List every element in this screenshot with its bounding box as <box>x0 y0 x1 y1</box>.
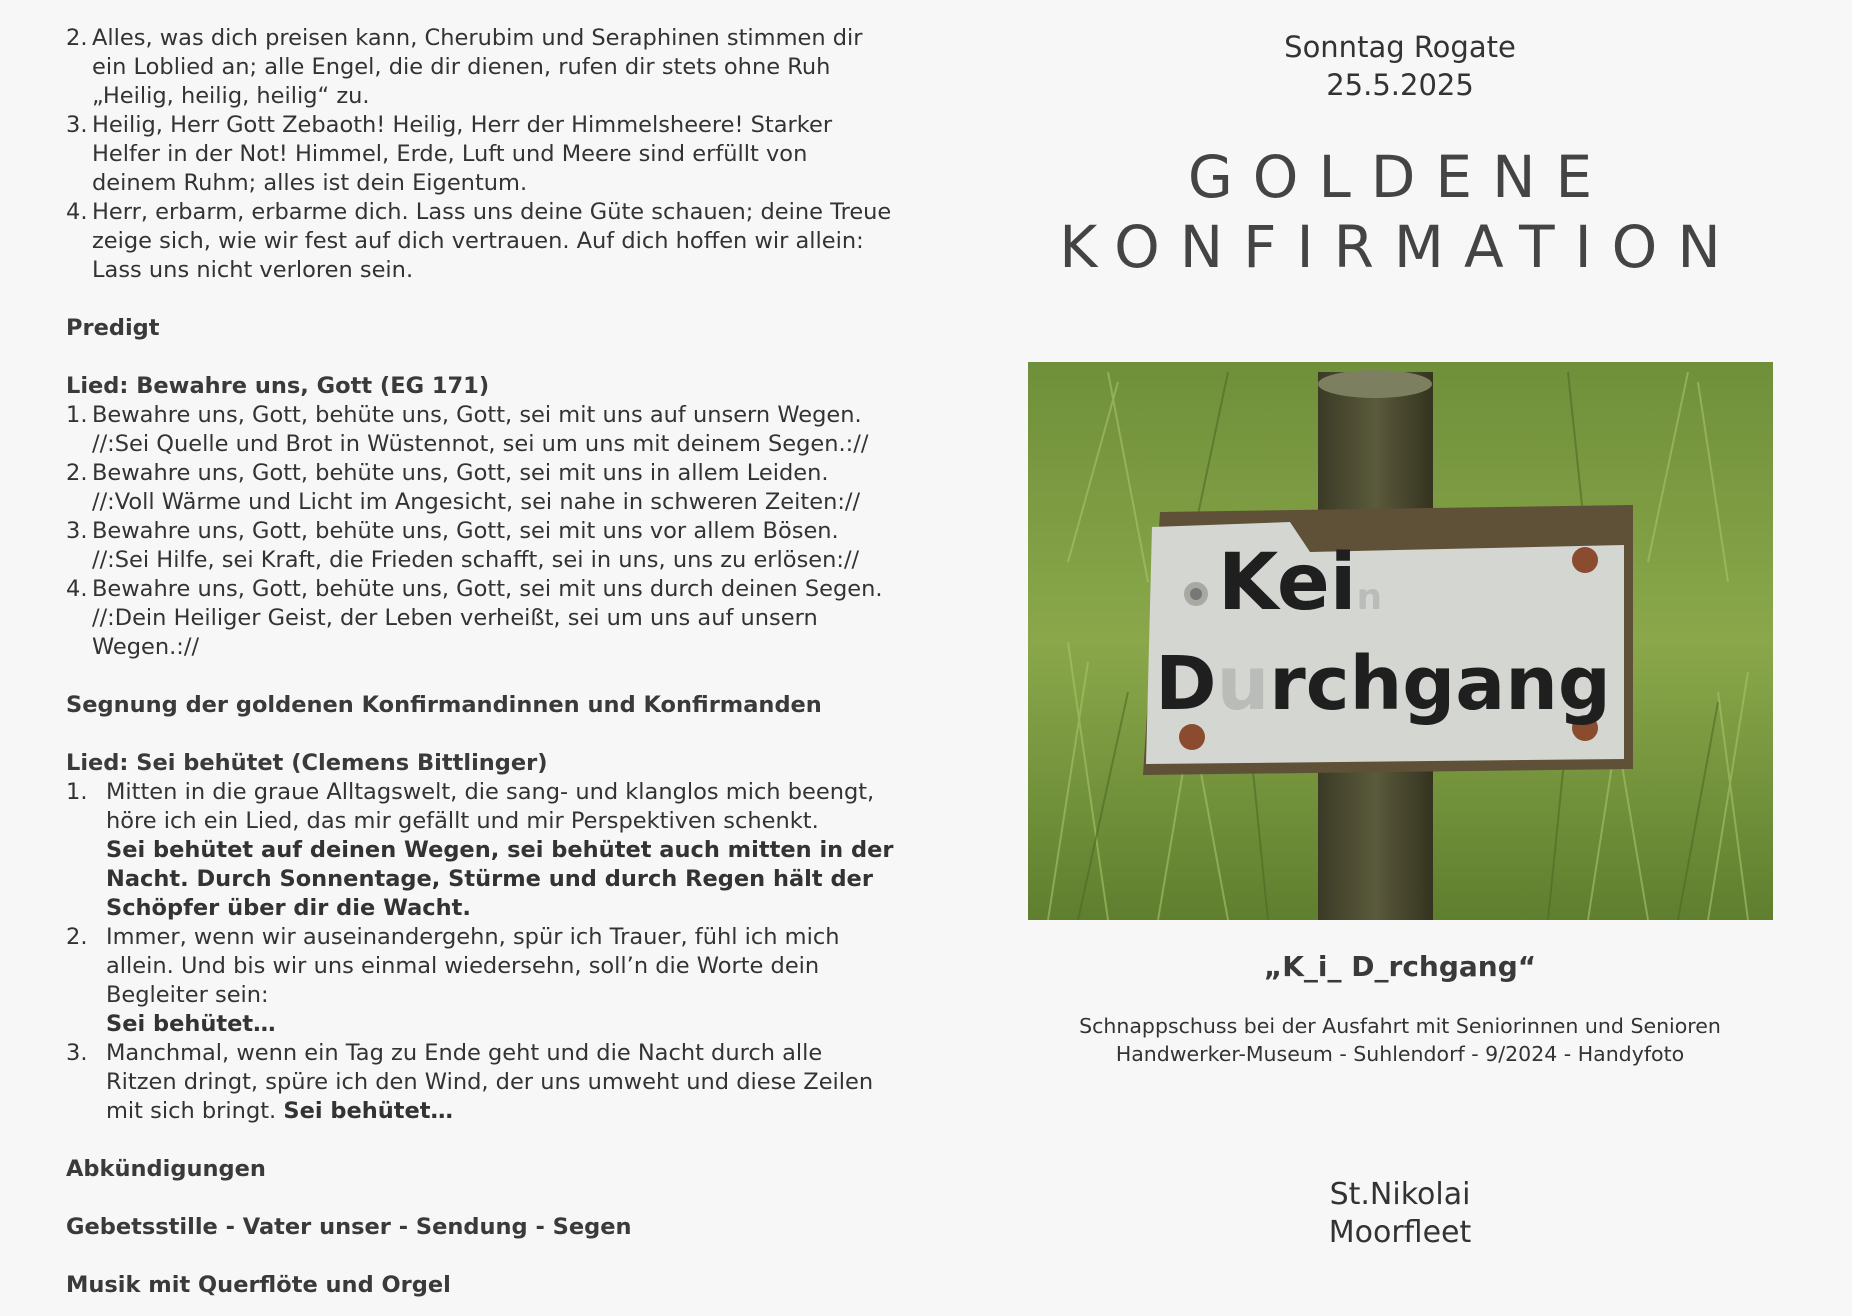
list-item: 2. Bewahre uns, Gott, behüte uns, Gott, sei mit uns in allem Leiden. //:Voll Wärme und Licht im Angesicht, sei nahe in schweren Zeiten:// <box>66 460 861 515</box>
segnung-heading: Segnung der goldenen Konfirmandinnen und Konfirmanden <box>66 692 822 718</box>
abkuendigungen-heading: Abkündigungen <box>66 1156 266 1182</box>
refrain: Sei behütet auf deinen Wegen, sei behütet auch mitten in der Nacht. Durch Sonnentage, Stürme und durch Regen hält der Schöpfer über dir die Wacht. <box>106 837 894 921</box>
sign-photo <box>1028 362 1773 920</box>
hymn1-verses <box>66 24 896 285</box>
page-title: GOLDENE KONFIRMATION <box>1059 143 1741 281</box>
refrain: Sei behütet… <box>106 1011 276 1037</box>
hymn3-verses <box>66 778 896 1126</box>
refrain: Sei behütet… <box>283 1098 454 1124</box>
service-date <box>1010 28 1790 104</box>
predigt-heading: Predigt <box>66 315 160 341</box>
list-item: 4. Herr, erbarm, erbarme dich. Lass uns deine Güte schauen; deine Treue zeige sich, wie wir fest auf dich vertrauen. Auf dich hoffen wir allein: Lass uns nicht verloren sein. <box>66 199 892 283</box>
list-item: 1. Mitten in die graue Alltagswelt, die sang- und klanglos mich beengt, höre ich ein Lied, das mir gefällt und mir Perspektiven schenkt. Sei behütet auf deinen Wegen, sei behütet auch mitten in der Nacht. Durch Sonnentage, Stürme und durch Regen hält der Schöpfer über dir die Wacht. <box>66 779 894 921</box>
hymn3-title: Lied: Sei behütet (Clemens Bittlinger) <box>66 750 548 776</box>
musik-heading: Musik mit Querflöte und Orgel <box>66 1272 451 1298</box>
hymn2-verses <box>66 401 896 662</box>
list-item: 2. Alles, was dich preisen kann, Cherubim und Seraphinen stimmen dir ein Loblied an; alle Engel, die dir dienen, rufen dir stets ohne Ruh „Heilig, heilig, heilig“ zu. <box>66 25 863 109</box>
sign-text-line1: Kein <box>1217 538 1383 628</box>
sunday-name: Sonntag Rogate <box>1284 30 1516 64</box>
list-item: 3. Bewahre uns, Gott, behüte uns, Gott, sei mit uns vor allem Bösen. //:Sei Hilfe, sei Kraft, die Frieden schafft, sei in uns, uns zu erlösen:// <box>66 518 860 573</box>
list-item: 3. Heilig, Herr Gott Zebaoth! Heilig, Herr der Himmelsheere! Starker Helfer in der Not! Himmel, Erde, Luft und Meere sind erfüllt von deinem Ruhm; alles ist dein Eigentum. <box>66 112 833 196</box>
date: 25.5.2025 <box>1326 68 1474 102</box>
list-item: 4. Bewahre uns, Gott, behüte uns, Gott, sei mit uns durch deinen Segen. //:Dein Heiliger Geist, der Leben verheißt, sei um uns auf unsern Wegen.:// <box>66 576 883 660</box>
hymn2-title: Lied: Bewahre uns, Gott (EG 171) <box>66 373 490 399</box>
list-item: 3. Manchmal, wenn ein Tag zu Ende geht und die Nacht durch alle Ritzen dringt, spüre ich den Wind, der uns umweht und diese Zeilen mit sich bringt. Sei behütet… <box>66 1040 874 1124</box>
photo-credit: Schnappschuss bei der Ausfahrt mit Seniorinnen und Senioren Handwerker-Museum - Suhlendorf - 9/2024 - Handyfoto <box>1079 1014 1721 1066</box>
gebet-heading: Gebetsstille - Vater unser - Sendung - Segen <box>66 1214 632 1240</box>
list-item: 1. Bewahre uns, Gott, behüte uns, Gott, sei mit uns auf unsern Wegen. //:Sei Quelle und Brot in Wüstennot, sei um uns mit deinem Segen.:// <box>66 402 869 457</box>
church-name: St.Nikolai Moorfleet <box>1328 1177 1472 1250</box>
photo-caption: „K_i_ D_rchgang“ <box>1263 950 1537 983</box>
sign-text-line2: Durchgang <box>1155 641 1611 727</box>
order-of-service <box>66 24 896 1300</box>
sign-photo-image <box>1028 362 1773 920</box>
list-item: 2. Immer, wenn wir auseinandergehn, spür ich Trauer, fühl ich mich allein. Und bis wir uns einmal wiedersehn, soll’n die Worte dein Begleiter sein: Sei behütet… <box>66 924 840 1037</box>
